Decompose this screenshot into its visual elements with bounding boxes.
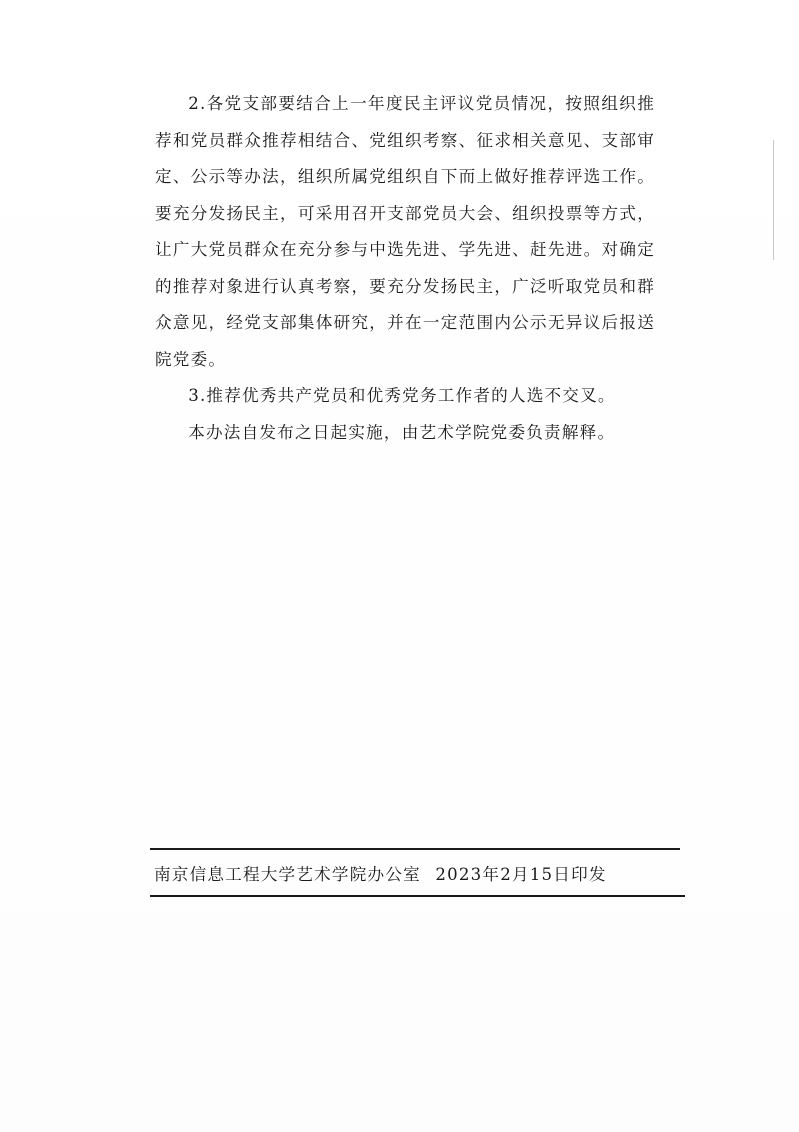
footer-top-rule [150, 848, 680, 850]
paragraph-item-2: 2.各党支部要结合上一年度民主评议党员情况，按照组织推荐和党员群众推荐相结合、党组织考察、征求相关意见、支部审定、公示等办法，组织所属党组织自下而上做好推荐评选工作。要充分发扬民主，可采用召开支部党员大会、组织投票等方式，让广大党员群众在充分参与中选先进、学先进、赶先进。对确定的推荐对象进行认真考察，要充分发扬民主，广泛听取党员和群众意见，经党支部集体研究，并在一定范围内公示无异议后报送院党委。 [155, 94, 655, 369]
issuance-line [154, 861, 615, 885]
paragraph-item-3: 3.推荐优秀共产党员和优秀党务工作者的人选不交叉。 [188, 386, 616, 405]
issuance-footer [150, 848, 685, 896]
document-body [155, 86, 655, 451]
issuer-name: 南京信息工程大学艺术学院办公室 [154, 865, 421, 884]
issue-date: 2023年2月15日印发 [435, 865, 607, 884]
scan-edge-mark [773, 140, 774, 260]
paragraph-implementation: 本办法自发布之日起实施，由艺术学院党委负责解释。 [188, 422, 616, 442]
footer-bottom-rule [150, 895, 685, 897]
